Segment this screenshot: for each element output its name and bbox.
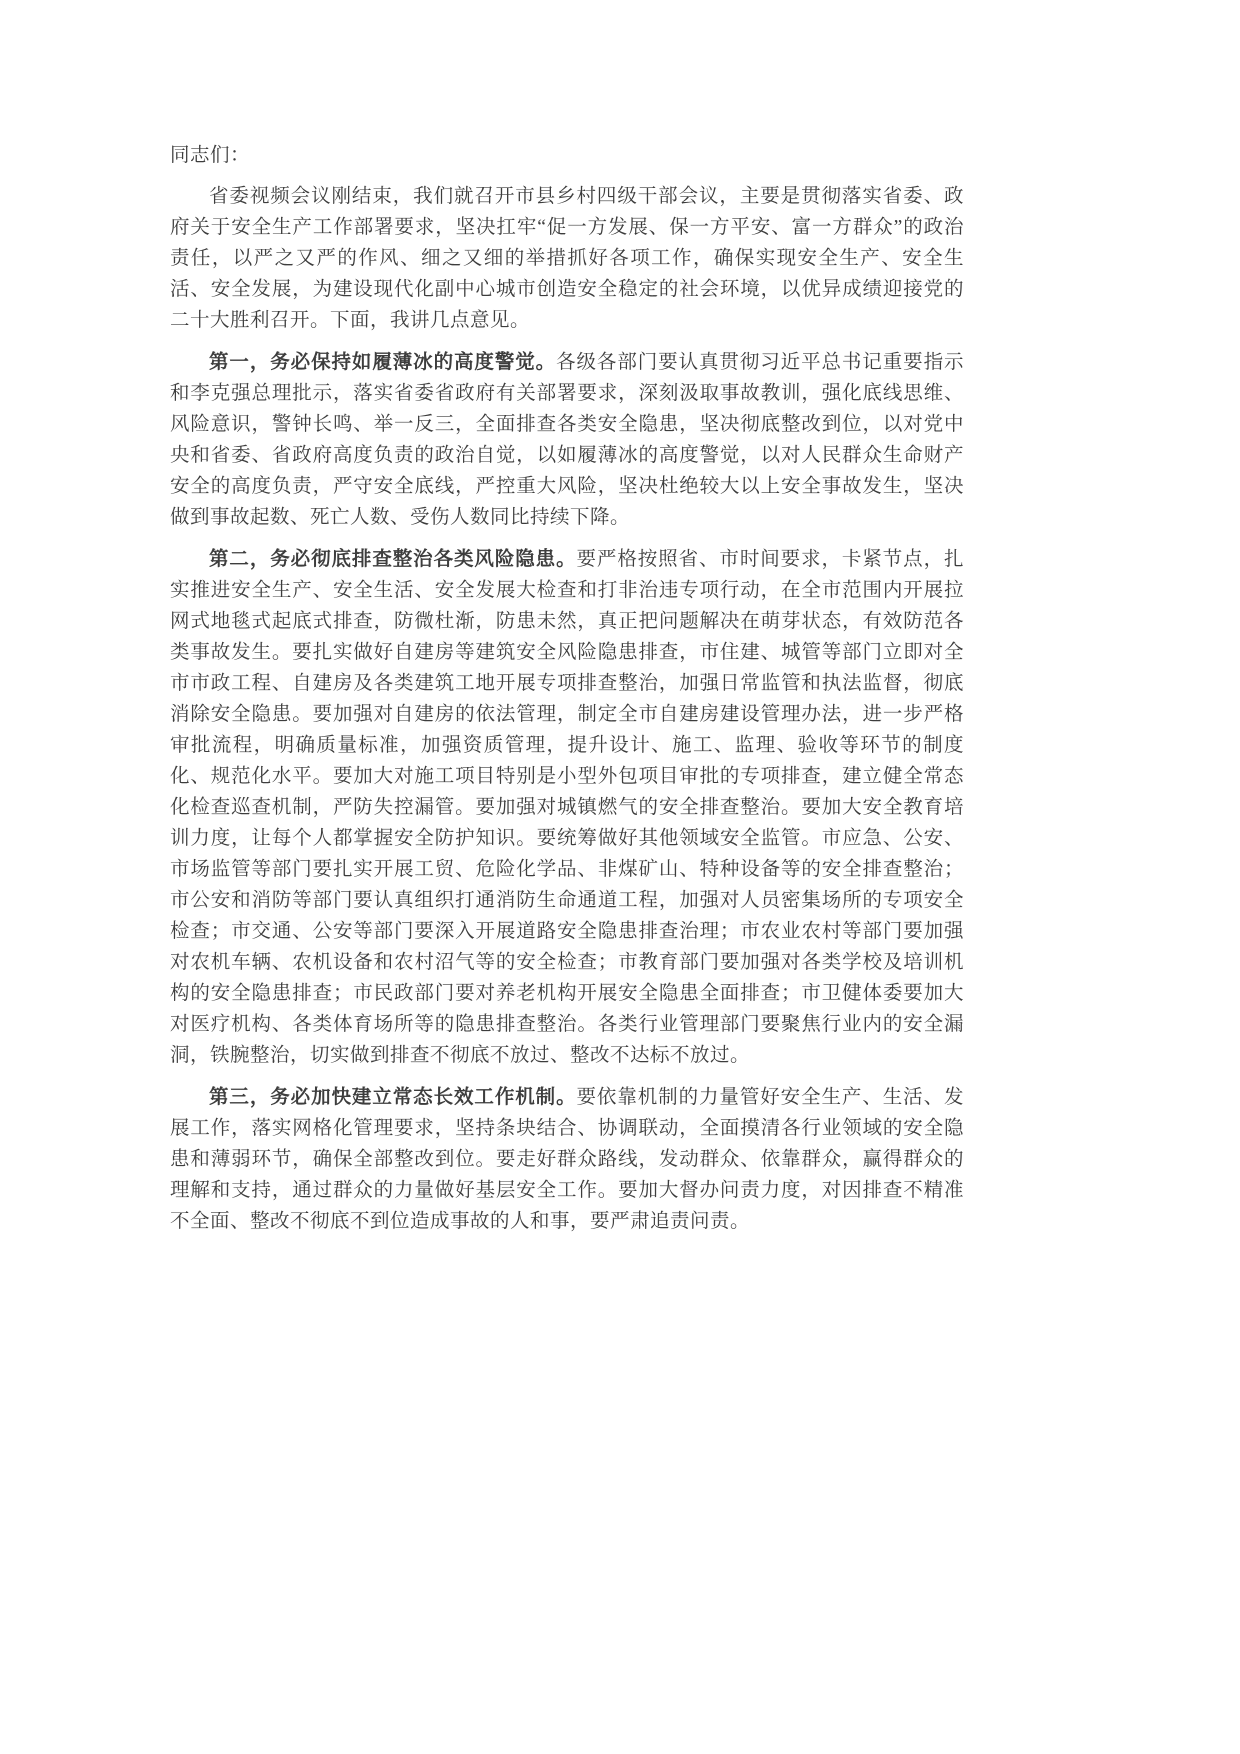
paragraph-intro bbox=[170, 181, 964, 336]
paragraph-point-3 bbox=[170, 1082, 964, 1237]
paragraph-body: 要严格按照省、市时间要求，卡紧节点，扎实推进安全生产、安全生活、安全发展大检查和打非治违专项行动，在全市范围内开展拉网式地毯式起底式排查，防微杜渐，防患未然，真正把问题解决在萌芽状态，有效防范各类事故发生。要扎实做好自建房等建筑安全风险隐患排查，市住建、城管等部门立即对全市市政工程、自建房及各类建筑工地开展专项排查整治，加强日常监管和执法监督，彻底消除安全隐患。要加强对自建房的依法管理，制定全市自建房建设管理办法，进一步严格审批流程，明确质量标准，加强资质管理，提升设计、施工、监理、验收等环节的制度化、规范化水平。要加大对施工项目特别是小型外包项目审批的专项排查，建立健全常态化检查巡查机制，严防失控漏管。要加强对城镇燃气的安全排查整治。要加大安全教育培训力度，让每个人都掌握安全防护知识。要统筹做好其他领域安全监管。市应急、公安、市场监管等部门要扎实开展工贸、危险化学品、非煤矿山、特种设备等的安全排查整治；市公安和消防等部门要认真组织打通消防生命通道工程，加强对人员密集场所的专项安全检查；市交通、公安等部门要深入开展道路安全隐患排查治理；市农业农村等部门要加强对农机车辆、农机设备和农村沼气等的安全检查；市教育部门要加强对各类学校及培训机构的安全隐患排查；市民政部门要对养老机构开展安全隐患全面排查；市卫健体委要加大对医疗机构、各类体育场所等的隐患排查整治。各类行业管理部门要聚焦行业内的安全漏洞，铁腕整治，切实做到排查不彻底不放过、整改不达标不放过。 bbox=[170, 549, 964, 1066]
document-body bbox=[170, 140, 964, 1237]
salutation: 同志们： bbox=[170, 145, 251, 166]
paragraph-lead: 第二，务必彻底排查整治各类风险隐患。 bbox=[209, 549, 577, 570]
paragraph-body: 省委视频会议刚结束，我们就召开市县乡村四级干部会议，主要是贯彻落实省委、政府关于安全生产工作部署要求，坚决扛牢“促一方发展、保一方平安、富一方群众”的政治责任，以严之又严的作风、细之又细的举措抓好各项工作，确保实现安全生产、安全生活、安全发展，为建设现代化副中心城市创造安全稳定的社会环境，以优异成绩迎接党的二十大胜利召开。下面，我讲几点意见。 bbox=[170, 186, 964, 331]
paragraph-point-1 bbox=[170, 347, 964, 533]
paragraph-lead: 第一，务必保持如履薄冰的高度警觉。 bbox=[209, 352, 557, 373]
paragraph-lead: 第三，务必加快建立常态长效工作机制。 bbox=[209, 1087, 577, 1108]
paragraph-point-2 bbox=[170, 544, 964, 1071]
paragraph-body: 要依靠机制的力量管好安全生产、生活、发展工作，落实网格化管理要求，坚持条块结合、协调联动，全面摸清各行业领域的安全隐患和薄弱环节，确保全部整改到位。要走好群众路线，发动群众、依靠群众，赢得群众的理解和支持，通过群众的力量做好基层安全工作。要加大督办问责力度，对因排查不精准不全面、整改不彻底不到位造成事故的人和事，要严肃追责问责。 bbox=[170, 1087, 964, 1232]
paragraph-body: 各级各部门要认真贯彻习近平总书记重要指示和李克强总理批示，落实省委省政府有关部署要求，深刻汲取事故教训，强化底线思维、风险意识，警钟长鸣、举一反三，全面排查各类安全隐患，坚决彻底整改到位，以对党中央和省委、省政府高度负责的政治自觉，以如履薄冰的高度警觉，以对人民群众生命财产安全的高度负责，严守安全底线，严控重大风险，坚决杜绝较大以上安全事故发生，坚决做到事故起数、死亡人数、受伤人数同比持续下降。 bbox=[170, 352, 964, 528]
